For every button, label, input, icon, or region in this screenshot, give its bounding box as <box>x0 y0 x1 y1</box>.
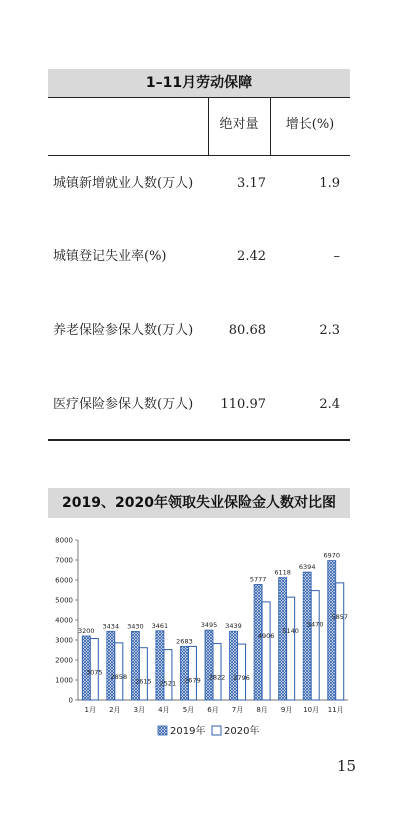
x-tick-label: 10月 <box>303 706 320 714</box>
row-growth-unemployment-rate: – <box>333 249 340 264</box>
data-label-2019: 2683 <box>176 637 193 646</box>
row-label-medical-insured: 医疗保险参保人数(万人) <box>53 397 194 412</box>
data-label-2019: 3439 <box>225 622 242 631</box>
column-header-growth: 增长(%) <box>285 117 335 132</box>
header-rule <box>48 155 350 156</box>
bar-2019 <box>254 584 262 700</box>
data-label-2020: 2822 <box>208 673 226 682</box>
data-label-2020: 4906 <box>257 631 275 640</box>
bar-2019 <box>131 631 139 700</box>
x-tick-label: 11月 <box>327 706 344 714</box>
data-label-2019: 3200 <box>77 627 95 635</box>
y-tick-label: 0 <box>68 696 73 705</box>
row-label-pension-insured: 养老保险参保人数(万人) <box>53 323 194 338</box>
bar-2020 <box>213 644 221 700</box>
row-value-medical-insured: 110.97 <box>220 397 266 412</box>
bar-2019 <box>156 631 164 700</box>
table-title: 1–11月劳动保障 <box>48 69 350 97</box>
legend-swatch-2020 <box>212 726 221 735</box>
data-label-2020: 2679 <box>184 676 201 685</box>
data-label-2019: 6118 <box>274 568 291 577</box>
row-value-pension-insured: 80.68 <box>228 323 266 338</box>
bar-2019 <box>328 561 336 700</box>
row-growth-pension-insured: 2.3 <box>319 323 340 338</box>
x-tick-label: 7月 <box>231 706 244 714</box>
bar-2020 <box>139 648 147 700</box>
data-label-2020: 5857 <box>331 612 349 621</box>
y-tick-label: 7000 <box>55 556 73 565</box>
bar-2020 <box>287 597 295 700</box>
bar-2019 <box>180 646 188 700</box>
legend-swatch-2019 <box>158 726 167 735</box>
row-value-unemployment-rate: 2.42 <box>237 249 266 264</box>
x-tick-label: 3月 <box>133 706 146 714</box>
column-header-value: 绝对量 <box>219 117 259 132</box>
data-label-2020: 2615 <box>135 677 152 686</box>
x-tick-label: 2月 <box>109 706 121 714</box>
data-label-2019: 3434 <box>102 622 120 631</box>
data-label-2020: 2796 <box>233 674 250 683</box>
data-label-2020: 2521 <box>159 679 177 688</box>
bar-2019 <box>230 631 238 700</box>
row-growth-medical-insured: 2.4 <box>319 397 340 412</box>
table-rule-bottom <box>48 439 350 441</box>
bar-2019 <box>279 578 287 700</box>
data-label-2020: 2858 <box>110 672 128 681</box>
x-tick-label: 9月 <box>280 706 293 714</box>
data-label-2019: 6394 <box>298 563 316 572</box>
y-tick-label: 2000 <box>55 656 73 665</box>
data-label-2020: 3075 <box>85 668 103 677</box>
x-tick-label: 5月 <box>182 706 195 714</box>
bar-2020 <box>262 602 270 700</box>
page-number: 15 <box>337 757 357 775</box>
y-tick-label: 3000 <box>55 636 73 645</box>
bar-2020 <box>164 650 172 700</box>
bar-2020 <box>336 583 344 700</box>
bar-2019 <box>107 631 115 700</box>
y-tick-label: 1000 <box>55 676 73 685</box>
row-label-unemployment-rate: 城镇登记失业率(%) <box>53 249 167 264</box>
data-label-2019: 3430 <box>127 622 144 631</box>
data-label-2020: 5140 <box>282 627 299 636</box>
data-label-2019: 5777 <box>249 575 267 584</box>
bar-2019 <box>303 572 311 700</box>
row-growth-new-employment: 1.9 <box>319 176 340 191</box>
x-tick-label: 1月 <box>84 706 97 714</box>
y-tick-label: 4000 <box>55 616 73 625</box>
x-tick-label: 6月 <box>207 706 219 714</box>
bar-2019 <box>205 630 213 700</box>
bar-2020 <box>311 591 319 700</box>
chart-title: 2019、2020年领取失业保险金人数对比图 <box>48 488 350 518</box>
data-label-2020: 5470 <box>306 620 324 629</box>
row-value-new-employment: 3.17 <box>237 176 266 191</box>
y-tick-label: 5000 <box>55 596 73 605</box>
bar-2020 <box>115 643 123 700</box>
unemployment-benefit-chart <box>40 530 360 748</box>
y-tick-label: 8000 <box>55 536 73 545</box>
x-tick-label: 8月 <box>256 706 268 714</box>
data-label-2019: 3461 <box>151 621 169 630</box>
y-tick-label: 6000 <box>55 576 73 585</box>
x-tick-label: 4月 <box>158 706 170 714</box>
bar-2020 <box>238 644 246 700</box>
legend-label-2020: 2020年 <box>224 726 260 737</box>
data-label-2019: 3495 <box>200 621 218 630</box>
bar-2020 <box>188 646 196 700</box>
data-label-2019: 6970 <box>323 551 341 560</box>
table-rule-top <box>48 97 350 98</box>
legend-label-2019: 2019年 <box>170 726 206 737</box>
row-label-new-employment: 城镇新增就业人数(万人) <box>53 176 194 191</box>
